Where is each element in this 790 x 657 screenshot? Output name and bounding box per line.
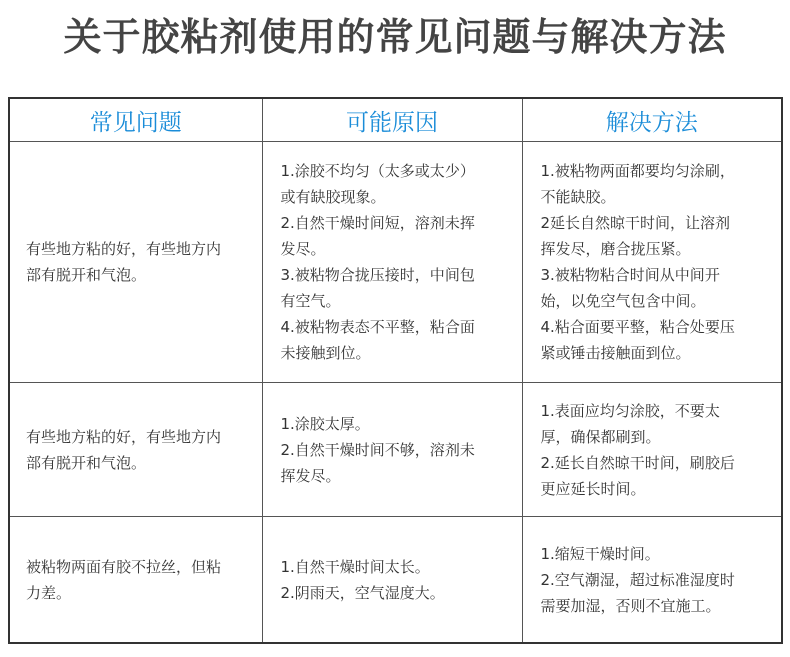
solution-line: 2延长自然晾干时间，让溶剂 <box>540 214 731 232</box>
cause-line: 4.被粘物表态不平整，粘合面 <box>280 318 475 336</box>
solution-line: 1.被粘物两面都要均匀涂刷， <box>540 162 735 180</box>
cause-line: 挥发尽。 <box>280 466 341 485</box>
table-row <box>9 517 782 644</box>
header-problem: 常见问题 <box>9 98 262 142</box>
problem-cell <box>9 142 262 383</box>
solution-line: 更应延长时间。 <box>540 479 646 498</box>
solution-line: 需要加湿，否则不宜施工。 <box>540 596 721 615</box>
problem-line: 有些地方粘的好，有些地方内 <box>26 240 222 258</box>
solution-line: 厚，确保都刷到。 <box>540 427 661 446</box>
solution-line: 挥发尽，磨合拢压紧。 <box>540 240 691 258</box>
page-title: 关于胶粘剂使用的常见问题与解决方法 <box>63 15 727 59</box>
solution-line: 紧或锤击接触面到位。 <box>540 344 691 362</box>
causes-cell <box>262 383 522 517</box>
problem-line: 部有脱开和气泡。 <box>26 453 147 472</box>
cause-line: 或有缺胶现象。 <box>280 188 386 206</box>
solutions-cell <box>522 383 782 517</box>
cause-line: 有空气。 <box>280 292 341 310</box>
table-row <box>9 142 782 383</box>
problem-line: 被粘物两面有胶不拉丝，但粘 <box>26 557 222 576</box>
cause-line: 2.自然干燥时间短，溶剂未挥 <box>280 214 475 232</box>
cause-line: 未接触到位。 <box>280 344 371 362</box>
cause-line: 1.自然干燥时间太长。 <box>280 557 430 576</box>
problem-cell <box>9 383 262 517</box>
solution-line: 1.缩短干燥时间。 <box>540 544 660 563</box>
problem-line: 部有脱开和气泡。 <box>26 266 147 284</box>
cause-line: 1.涂胶不均匀（太多或太少） <box>280 162 475 180</box>
solution-line: 不能缺胶。 <box>540 188 616 206</box>
solution-line: 2.延长自然晾干时间，刷胶后 <box>540 453 735 472</box>
solution-line: 2.空气潮湿，超过标准湿度时 <box>540 570 735 589</box>
cause-line: 2.自然干燥时间不够，溶剂未 <box>280 440 475 459</box>
causes-cell <box>262 142 522 383</box>
problem-cell <box>9 517 262 644</box>
table-row <box>9 383 782 517</box>
header-causes: 可能原因 <box>262 98 522 142</box>
solutions-cell <box>522 142 782 383</box>
cause-line: 3.被粘物合拢压接时，中间包 <box>280 266 475 284</box>
solution-line: 1.表面应均匀涂胶，不要太 <box>540 401 720 420</box>
solution-line: 3.被粘物粘合时间从中间开 <box>540 266 720 284</box>
problem-line: 有些地方粘的好，有些地方内 <box>26 427 222 446</box>
causes-cell <box>262 517 522 644</box>
cause-line: 发尽。 <box>280 240 326 258</box>
solution-line: 始，以免空气包含中间。 <box>540 292 706 310</box>
problem-line: 力差。 <box>26 583 72 602</box>
solutions-cell <box>522 517 782 644</box>
header-row <box>9 98 782 142</box>
solution-line: 4.粘合面要平整，粘合处要压 <box>540 318 735 336</box>
cause-line: 2.阴雨天，空气湿度大。 <box>280 583 445 602</box>
faq-table <box>8 97 783 644</box>
header-solutions: 解决方法 <box>522 98 782 142</box>
cause-line: 1.涂胶太厚。 <box>280 414 370 433</box>
